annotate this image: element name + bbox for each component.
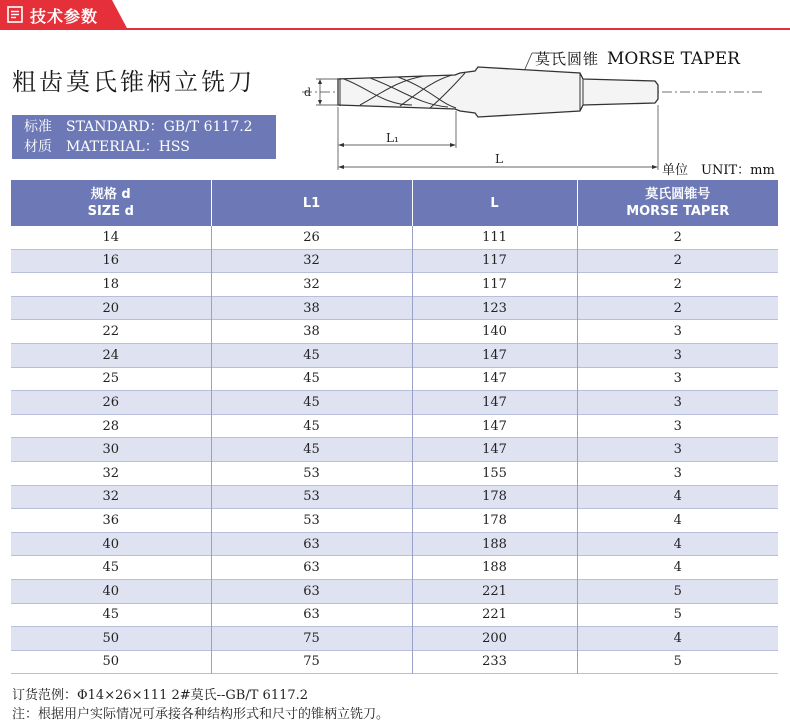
table-cell: 18	[11, 273, 211, 297]
dim-d-label: d	[304, 86, 312, 99]
table-cell: 3	[577, 461, 778, 485]
table-row	[11, 650, 778, 674]
table-row	[11, 226, 778, 249]
header-l1-en: L1	[302, 195, 321, 211]
unit-label: 单位 UNIT：mm	[662, 163, 775, 178]
table-cell: 36	[11, 509, 211, 533]
table-cell: 24	[11, 343, 211, 367]
table-row	[11, 320, 778, 344]
table-row	[11, 556, 778, 580]
table-cell: 3	[577, 438, 778, 462]
dim-l1-label: L₁	[386, 131, 399, 145]
table-cell: 3	[577, 343, 778, 367]
header-size	[11, 180, 211, 226]
table-cell: 45	[11, 556, 211, 580]
table-cell: 53	[211, 461, 412, 485]
table-row	[11, 627, 778, 651]
header-l-en: L	[490, 195, 499, 211]
table-cell: 32	[211, 249, 412, 273]
table-cell: 45	[211, 414, 412, 438]
table-cell: 3	[577, 367, 778, 391]
table-cell: 25	[11, 367, 211, 391]
table-row	[11, 249, 778, 273]
table-cell: 2	[577, 273, 778, 297]
table-cell: 50	[11, 627, 211, 651]
table-cell: 233	[412, 650, 577, 674]
standard-text: 标准 STANDARD：GB/T 6117.2	[24, 119, 253, 135]
table-cell: 117	[412, 273, 577, 297]
table-cell: 38	[211, 320, 412, 344]
table-row	[11, 509, 778, 533]
spec-box	[12, 115, 276, 159]
table-cell: 53	[211, 485, 412, 509]
table-cell: 4	[577, 509, 778, 533]
table-cell: 221	[412, 603, 577, 627]
table-cell: 4	[577, 485, 778, 509]
table-row	[11, 438, 778, 462]
header-morse-cn: 莫氏圆锥号	[645, 187, 711, 202]
header-l	[412, 180, 577, 226]
table-cell: 22	[11, 320, 211, 344]
table-cell: 117	[412, 249, 577, 273]
table-cell: 45	[211, 391, 412, 415]
table-cell: 32	[11, 485, 211, 509]
table-cell: 3	[577, 320, 778, 344]
table-cell: 45	[11, 603, 211, 627]
table-cell: 16	[11, 249, 211, 273]
table-cell: 2	[577, 296, 778, 320]
table-cell: 221	[412, 579, 577, 603]
table-cell: 3	[577, 391, 778, 415]
material-text: 材质 MATERIAL：HSS	[24, 139, 190, 155]
table-cell: 147	[412, 438, 577, 462]
table-row	[11, 343, 778, 367]
table-cell: 75	[211, 627, 412, 651]
remark-note: 注：根据用户实际情况可承接各种结构形式和尺寸的锥柄立铣刀。	[12, 707, 390, 722]
table-row	[11, 391, 778, 415]
header-size-cn: 规格 d	[90, 187, 131, 202]
table-cell: 3	[577, 414, 778, 438]
table-cell: 30	[11, 438, 211, 462]
table-cell: 63	[211, 603, 412, 627]
table-cell: 2	[577, 249, 778, 273]
order-example: 订货范例：Φ14×26×111 2#莫氏--GB/T 6117.2	[12, 688, 309, 703]
table-cell: 32	[211, 273, 412, 297]
document-icon	[7, 6, 23, 23]
header-morse-en: MORSE TAPER	[626, 204, 730, 219]
section-title: 技术参数	[30, 7, 99, 26]
table-row	[11, 532, 778, 556]
table-cell: 5	[577, 579, 778, 603]
table-cell: 4	[577, 532, 778, 556]
table-cell: 4	[577, 627, 778, 651]
section-header	[0, 0, 790, 30]
morse-taper-label-cn: 莫氏圆锥	[535, 50, 600, 68]
table-cell: 14	[11, 226, 211, 249]
table-cell: 4	[577, 556, 778, 580]
table-cell: 2	[577, 226, 778, 249]
table-cell: 32	[11, 461, 211, 485]
table-cell: 40	[11, 579, 211, 603]
table-cell: 147	[412, 367, 577, 391]
table-cell: 28	[11, 414, 211, 438]
table-cell: 5	[577, 603, 778, 627]
morse-taper-label-en: MORSE TAPER	[607, 49, 740, 69]
header-morse-taper	[577, 180, 778, 226]
table-cell: 147	[412, 391, 577, 415]
table-cell: 40	[11, 532, 211, 556]
table-row	[11, 273, 778, 297]
table-cell: 45	[211, 438, 412, 462]
table-row	[11, 603, 778, 627]
section-divider	[0, 28, 790, 30]
table-cell: 63	[211, 532, 412, 556]
table-cell: 26	[211, 226, 412, 249]
table-row	[11, 579, 778, 603]
table-row	[11, 485, 778, 509]
table-cell: 178	[412, 485, 577, 509]
table-cell: 63	[211, 556, 412, 580]
header-size-en: SIZE d	[87, 204, 134, 219]
table-cell: 50	[11, 650, 211, 674]
table-cell: 53	[211, 509, 412, 533]
table-cell: 147	[412, 414, 577, 438]
table-cell: 26	[11, 391, 211, 415]
table-cell: 123	[412, 296, 577, 320]
table-row	[11, 367, 778, 391]
table-cell: 178	[412, 509, 577, 533]
table-cell: 200	[412, 627, 577, 651]
table-cell: 188	[412, 532, 577, 556]
table-row	[11, 461, 778, 485]
dim-l-label: L	[495, 152, 503, 166]
header-l1	[211, 180, 412, 226]
table-cell: 45	[211, 367, 412, 391]
table-cell: 188	[412, 556, 577, 580]
table-cell: 38	[211, 296, 412, 320]
table-cell: 20	[11, 296, 211, 320]
product-title: 粗齿莫氏锥柄立铣刀	[12, 68, 255, 96]
table-row	[11, 296, 778, 320]
table-cell: 63	[211, 579, 412, 603]
table-row	[11, 414, 778, 438]
table-cell: 147	[412, 343, 577, 367]
table-cell: 45	[211, 343, 412, 367]
morse-taper-label	[535, 48, 740, 69]
table-cell: 140	[412, 320, 577, 344]
table-cell: 155	[412, 461, 577, 485]
table-cell: 75	[211, 650, 412, 674]
table-cell: 111	[412, 226, 577, 249]
table-header-row	[11, 180, 778, 226]
table-cell: 5	[577, 650, 778, 674]
spec-table	[11, 180, 778, 674]
